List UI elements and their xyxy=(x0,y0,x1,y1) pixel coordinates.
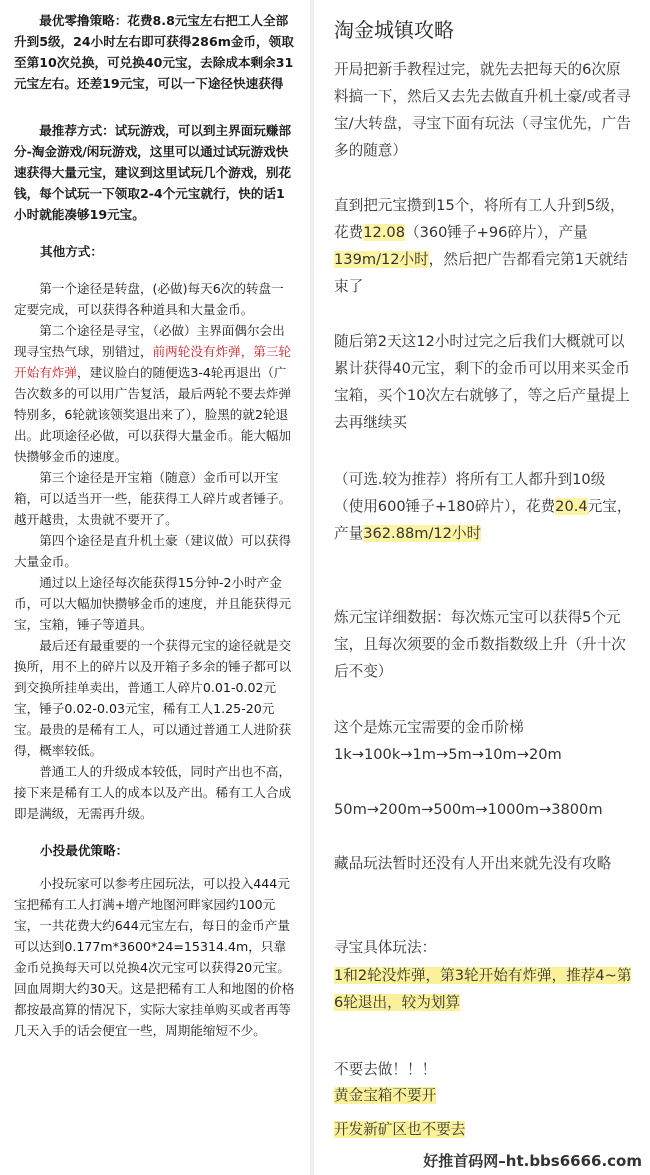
refine-ladder-2: 50m→200m→500m→1000m→3800m xyxy=(334,801,603,818)
treasure-title: 寻宝具体玩法： xyxy=(334,939,437,956)
refine-ladder-label: 这个是炼元宝需要的金币阶梯 xyxy=(334,719,524,736)
method-4-text: 第四个途径是直升机土豪（建议做）可以获得大量金币。 xyxy=(14,533,292,569)
recommend-text: 最推荐方式：试玩游戏，可以到主界面玩赚部分-淘金游戏/闲玩游戏，这里可以通过试玩游戏快速获得大量元宝，建议到这里试玩几个游戏，别花钱，每个试玩一下领取2-4个元宝就行，快的话1小时就能凑够19元宝。 xyxy=(14,123,292,222)
treasure-tip: 1和2轮没炸弹，第3轮开始有炸弹，推荐4~第6轮退出，较为划算 xyxy=(334,967,632,1011)
zero-strategy-text: 最优零撸策略：花费8.8元宝左右把工人全部升到5级，24小时左右即可获得286m金币，领取至第10次兑换，可兑换40元宝，去除成本剩余31元宝左右。还差19元宝，可以一下途径快速获得 xyxy=(14,13,294,91)
exchange-text: 最后还有最重要的一个获得元宝的途径就是交换所，用不上的碎片以及开箱子多余的锤子都可以到交换所挂单卖出，普通工人碎片0.01-0.02元宝，锤子0.02-0.03元宝，稀有工人1.25-20元宝。最贵的是稀有工人，可以通过普通工人进阶获得，概率较低。 xyxy=(14,638,292,758)
collection-text: 藏品玩法暂时还没有人开出来就先没有攻略 xyxy=(334,855,612,872)
watermark-text: 好推首码网–ht.bbs6666.com xyxy=(423,1152,642,1170)
intro-text: 开局把新手教程过完，就先去把每天的6次原料搞一下，然后又去先去做直升机土豪/或者寻宝/大转盘，寻宝下面有玩法（寻宝优先，广告多的随意） xyxy=(334,61,631,159)
refine-ladder-1: 1k→100k→1m→5m→10m→20m xyxy=(334,746,562,763)
right-column xyxy=(314,0,650,1175)
method-2-text: 第二个途径是寻宝，（必做）主界面偶尔会出现寻宝热气球，别错过，前两轮没有炸弹，第三轮开始有炸弹，建议脸白的随便选3-4轮再退出（广告次数多的可以用广告复活，最后两轮不要去炸弹特别多，6轮就该领奖退出来了），脸黑的就2轮退出。此项途径必做，可以获得大量金币。能大幅加快攒够金币的速度。 xyxy=(14,323,292,464)
step-4-text: （可选.较为推荐）将所有工人都升到10级（使用600锤子+180碎片），花费20.4元宝，产量362.88m/12小时 xyxy=(334,471,632,542)
dont-open-gold-chest: 黄金宝箱不要开 xyxy=(334,1087,437,1104)
method-3-text: 第三个途径是开宝箱（随意）金币可以开宝箱，可以适当开一些，能获得工人碎片或者锤子。越开越贵，太贵就不要开了。 xyxy=(14,470,292,527)
method-1-text: 第一个途径是转盘，(必做)每天6次的转盘一定要完成，可以获得各种道具和大量金币。 xyxy=(14,281,284,317)
refine-data-text: 炼元宝详细数据：每次炼元宝可以获得5个元宝，且每次须要的金币数指数级上升（升十次后不变） xyxy=(334,609,626,680)
page-title: 淘金城镇攻略 xyxy=(334,18,454,42)
left-column xyxy=(0,0,310,1175)
dont-new-mine: 开发新矿区也不要去 xyxy=(334,1121,466,1138)
worker-cost-text: 普通工人的升级成本较低，同时产出也不高，接下来是稀有工人的成本以及产出。稀有工人合成即是满级，无需再升级。 xyxy=(14,764,292,821)
invest-text: 小投玩家可以参考庄园玩法，可以投入444元宝把稀有工人打满+增产地图河畔家园约100元宝，一共花费大约644元宝左右，每日的金币产量可以达到0.177m*3600*24=15314.4m，只靠金币兑换每天可以兑换4次元宝可以获得20元宝。回血周期大约30天。这是把稀有工人和地图的价格都按最高算的情况下，实际大家挂单购买或者再等几天入手的话会便宜一些，周期能缩短不少。 xyxy=(14,876,295,1038)
step-3-text: 随后第2天这12小时过完之后我们大概就可以累计获得40元宝，剩下的金币可以用来买金币宝箱，买个10次左右就够了，等之后产量提上去再继续买 xyxy=(334,333,630,431)
other-methods-title: 其他方式： xyxy=(40,244,103,259)
dont-do-title: 不要去做！！！ xyxy=(334,1061,437,1078)
invest-title: 小投最优策略： xyxy=(40,843,129,858)
step-2-text: 直到把元宝攒到15个，将所有工人升到5级，花费12.08（360锤子+96碎片），产量139m/12小时，然后把广告都看完第1天就结束了 xyxy=(334,197,628,295)
method-4-green-text: 通过以上途径每次能获得15分钟-2小时产金币，可以大幅加快攒够金币的速度，并且能获得元宝，宝箱，锤子等道具。 xyxy=(14,575,292,632)
